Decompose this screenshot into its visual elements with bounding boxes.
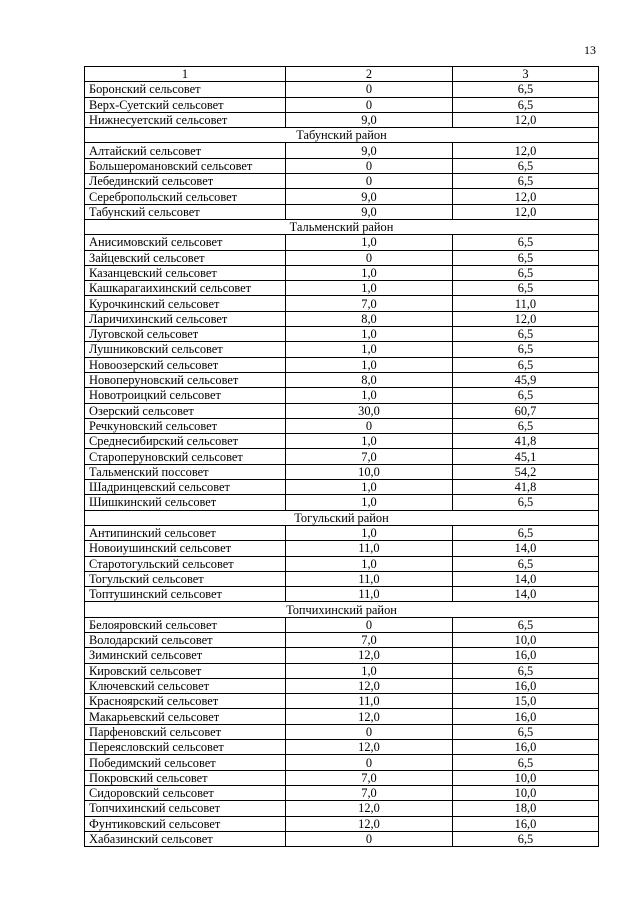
table-row (85, 587, 599, 602)
settlement-name: Белояровский сельсовет (85, 617, 286, 632)
value-col-3: 12,0 (453, 143, 599, 158)
value-col-2: 0 (286, 418, 453, 433)
table-row (85, 434, 599, 449)
table-row (85, 571, 599, 586)
settlement-name: Тогульский сельсовет (85, 571, 286, 586)
value-col-2: 12,0 (286, 740, 453, 755)
value-col-3: 18,0 (453, 801, 599, 816)
settlement-name: Луговской сельсовет (85, 327, 286, 342)
value-col-2: 11,0 (286, 694, 453, 709)
value-col-3: 15,0 (453, 694, 599, 709)
district-name: Тогульский район (85, 510, 599, 525)
settlement-name: Казанцевский сельсовет (85, 265, 286, 280)
settlement-name: Лебединский сельсовет (85, 174, 286, 189)
table-row (85, 311, 599, 326)
settlement-name: Шишкинский сельсовет (85, 495, 286, 510)
settlement-name: Володарский сельсовет (85, 632, 286, 647)
table-row (85, 464, 599, 479)
value-col-3: 6,5 (453, 250, 599, 265)
settlement-name: Новоиушинский сельсовет (85, 541, 286, 556)
value-col-2: 7,0 (286, 449, 453, 464)
value-col-2: 1,0 (286, 434, 453, 449)
value-col-3: 14,0 (453, 587, 599, 602)
value-col-2: 7,0 (286, 632, 453, 647)
table-row (85, 495, 599, 510)
value-col-2: 1,0 (286, 281, 453, 296)
value-col-2: 1,0 (286, 235, 453, 250)
value-col-3: 41,8 (453, 434, 599, 449)
value-col-3: 6,5 (453, 327, 599, 342)
table-row (85, 418, 599, 433)
table-row (85, 97, 599, 112)
value-col-3: 6,5 (453, 418, 599, 433)
settlement-name: Красноярский сельсовет (85, 694, 286, 709)
table-row (85, 143, 599, 158)
table-row (85, 831, 599, 846)
value-col-2: 0 (286, 617, 453, 632)
table-row (85, 801, 599, 816)
value-col-3: 6,5 (453, 724, 599, 739)
settlement-name: Новоперуновский сельсовет (85, 372, 286, 387)
settlement-name: Анисимовский сельсовет (85, 235, 286, 250)
value-col-3: 12,0 (453, 311, 599, 326)
settlement-name: Речкуновский сельсовет (85, 418, 286, 433)
table-row (85, 204, 599, 219)
table-row (85, 327, 599, 342)
table-row (85, 342, 599, 357)
value-col-2: 0 (286, 82, 453, 97)
settlement-name: Покровский сельсовет (85, 770, 286, 785)
value-col-2: 1,0 (286, 556, 453, 571)
value-col-3: 6,5 (453, 663, 599, 678)
table-row (85, 525, 599, 540)
district-row (85, 128, 599, 143)
value-col-3: 6,5 (453, 755, 599, 770)
table-row (85, 235, 599, 250)
table-row (85, 556, 599, 571)
settlement-name: Табунский сельсовет (85, 204, 286, 219)
value-col-3: 6,5 (453, 342, 599, 357)
value-col-3: 12,0 (453, 189, 599, 204)
table-row (85, 709, 599, 724)
value-col-3: 12,0 (453, 112, 599, 127)
value-col-2: 10,0 (286, 464, 453, 479)
table-row (85, 82, 599, 97)
value-col-2: 8,0 (286, 372, 453, 387)
value-col-3: 16,0 (453, 678, 599, 693)
table-row (85, 265, 599, 280)
settlement-name: Переясловский сельсовет (85, 740, 286, 755)
value-col-2: 11,0 (286, 571, 453, 586)
value-col-2: 9,0 (286, 112, 453, 127)
value-col-2: 1,0 (286, 357, 453, 372)
table-row (85, 785, 599, 800)
district-name: Тальменский район (85, 219, 599, 234)
table-row (85, 740, 599, 755)
settlement-table (84, 66, 599, 847)
settlement-name: Зиминский сельсовет (85, 648, 286, 663)
value-col-2: 1,0 (286, 495, 453, 510)
value-col-2: 0 (286, 97, 453, 112)
value-col-3: 6,5 (453, 525, 599, 540)
value-col-3: 6,5 (453, 495, 599, 510)
table-row (85, 755, 599, 770)
settlement-name: Нижнесуетский сельсовет (85, 112, 286, 127)
value-col-3: 12,0 (453, 204, 599, 219)
table-header-row (85, 67, 599, 82)
value-col-3: 10,0 (453, 770, 599, 785)
settlement-name: Шадринцевский сельсовет (85, 480, 286, 495)
table-row (85, 250, 599, 265)
table-row (85, 617, 599, 632)
settlement-name: Озерский сельсовет (85, 403, 286, 418)
value-col-2: 12,0 (286, 678, 453, 693)
value-col-3: 6,5 (453, 556, 599, 571)
header-col-1: 1 (85, 67, 286, 82)
value-col-3: 6,5 (453, 357, 599, 372)
settlement-name: Парфеновский сельсовет (85, 724, 286, 739)
value-col-2: 0 (286, 831, 453, 846)
table-row (85, 480, 599, 495)
table-row (85, 724, 599, 739)
table-row (85, 281, 599, 296)
settlement-name: Ларичихинский сельсовет (85, 311, 286, 326)
settlement-name: Хабазинский сельсовет (85, 831, 286, 846)
settlement-name: Серебропольский сельсовет (85, 189, 286, 204)
value-col-2: 12,0 (286, 816, 453, 831)
value-col-3: 41,8 (453, 480, 599, 495)
value-col-2: 0 (286, 250, 453, 265)
settlement-name: Алтайский сельсовет (85, 143, 286, 158)
value-col-3: 60,7 (453, 403, 599, 418)
settlement-name: Ключевский сельсовет (85, 678, 286, 693)
value-col-3: 10,0 (453, 632, 599, 647)
value-col-2: 7,0 (286, 296, 453, 311)
value-col-2: 11,0 (286, 587, 453, 602)
table-row (85, 694, 599, 709)
value-col-3: 16,0 (453, 648, 599, 663)
table-row (85, 296, 599, 311)
value-col-3: 16,0 (453, 816, 599, 831)
value-col-3: 6,5 (453, 174, 599, 189)
value-col-2: 8,0 (286, 311, 453, 326)
settlement-name: Топчихинский сельсовет (85, 801, 286, 816)
settlement-name: Боронский сельсовет (85, 82, 286, 97)
settlement-name: Лушниковский сельсовет (85, 342, 286, 357)
table-row (85, 648, 599, 663)
settlement-name: Курочкинский сельсовет (85, 296, 286, 311)
value-col-3: 6,5 (453, 158, 599, 173)
table-row (85, 158, 599, 173)
header-col-2: 2 (286, 67, 453, 82)
settlement-name: Среднесибирский сельсовет (85, 434, 286, 449)
table-row (85, 174, 599, 189)
value-col-2: 9,0 (286, 143, 453, 158)
value-col-2: 0 (286, 724, 453, 739)
settlement-name: Новотроицкий сельсовет (85, 388, 286, 403)
value-col-3: 14,0 (453, 571, 599, 586)
value-col-2: 1,0 (286, 327, 453, 342)
table-row (85, 816, 599, 831)
table-row (85, 357, 599, 372)
value-col-2: 9,0 (286, 189, 453, 204)
value-col-3: 14,0 (453, 541, 599, 556)
value-col-2: 9,0 (286, 204, 453, 219)
value-col-3: 11,0 (453, 296, 599, 311)
table-row (85, 449, 599, 464)
value-col-2: 1,0 (286, 480, 453, 495)
settlement-name: Новоозерский сельсовет (85, 357, 286, 372)
value-col-3: 45,9 (453, 372, 599, 387)
settlement-name: Зайцевский сельсовет (85, 250, 286, 265)
settlement-name: Сидоровский сельсовет (85, 785, 286, 800)
value-col-3: 6,5 (453, 281, 599, 296)
value-col-3: 6,5 (453, 617, 599, 632)
value-col-3: 6,5 (453, 265, 599, 280)
value-col-3: 54,2 (453, 464, 599, 479)
district-name: Топчихинский район (85, 602, 599, 617)
value-col-2: 0 (286, 174, 453, 189)
value-col-2: 1,0 (286, 663, 453, 678)
district-name: Табунский район (85, 128, 599, 143)
settlement-name: Антипинский сельсовет (85, 525, 286, 540)
settlement-name: Топтушинский сельсовет (85, 587, 286, 602)
value-col-2: 30,0 (286, 403, 453, 418)
value-col-2: 1,0 (286, 388, 453, 403)
value-col-2: 7,0 (286, 785, 453, 800)
table-row (85, 112, 599, 127)
value-col-3: 6,5 (453, 97, 599, 112)
table-row (85, 632, 599, 647)
value-col-2: 0 (286, 755, 453, 770)
value-col-3: 6,5 (453, 235, 599, 250)
district-row (85, 602, 599, 617)
header-col-3: 3 (453, 67, 599, 82)
table-body (85, 67, 599, 847)
district-row (85, 219, 599, 234)
value-col-2: 7,0 (286, 770, 453, 785)
settlement-name: Макарьевский сельсовет (85, 709, 286, 724)
table-row (85, 678, 599, 693)
settlement-name: Тальменский поссовет (85, 464, 286, 479)
value-col-2: 1,0 (286, 342, 453, 357)
table-row (85, 403, 599, 418)
settlement-name: Староперуновский сельсовет (85, 449, 286, 464)
value-col-2: 12,0 (286, 648, 453, 663)
value-col-3: 6,5 (453, 831, 599, 846)
table-row (85, 770, 599, 785)
value-col-2: 1,0 (286, 525, 453, 540)
settlement-name: Кашкарагаихинский сельсовет (85, 281, 286, 296)
value-col-2: 12,0 (286, 709, 453, 724)
value-col-2: 1,0 (286, 265, 453, 280)
table-row (85, 541, 599, 556)
page-number: 13 (584, 43, 596, 57)
table-row (85, 372, 599, 387)
value-col-2: 12,0 (286, 801, 453, 816)
value-col-3: 16,0 (453, 709, 599, 724)
value-col-2: 11,0 (286, 541, 453, 556)
settlement-name: Победимский сельсовет (85, 755, 286, 770)
value-col-3: 6,5 (453, 82, 599, 97)
value-col-3: 16,0 (453, 740, 599, 755)
table-row (85, 663, 599, 678)
settlement-name: Большеромановский сельсовет (85, 158, 286, 173)
district-row (85, 510, 599, 525)
table-row (85, 388, 599, 403)
value-col-3: 6,5 (453, 388, 599, 403)
value-col-3: 10,0 (453, 785, 599, 800)
settlement-name: Старотогульский сельсовет (85, 556, 286, 571)
value-col-2: 0 (286, 158, 453, 173)
value-col-3: 45,1 (453, 449, 599, 464)
settlement-name: Кировский сельсовет (85, 663, 286, 678)
settlement-name: Верх-Суетский сельсовет (85, 97, 286, 112)
table-row (85, 189, 599, 204)
settlement-name: Фунтиковский сельсовет (85, 816, 286, 831)
